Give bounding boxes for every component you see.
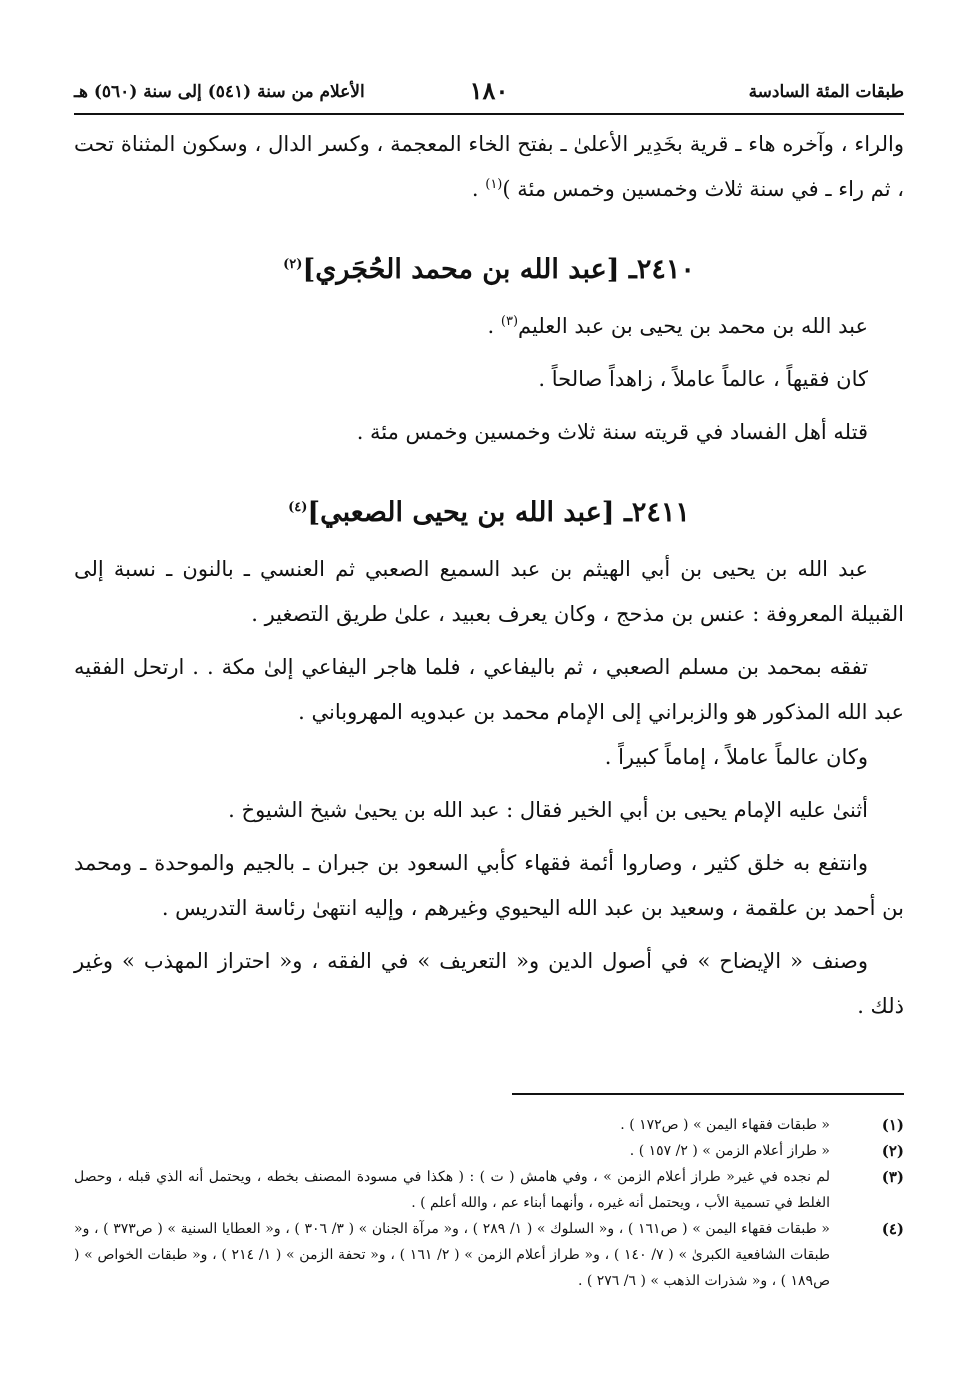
footnote-text: لم نجده في غير« طراز أعلام الزمن » ، وفي هامش ( ت ) : ( هكذا في مسودة المصنف بخطه ، ويحتمل أنه الذي قبله ، وحصل الغلط في تسمية الأب ، ويحتمل أنه غيره ، وأنهما أبناء عم ، والله أعلم ) . xyxy=(74,1169,830,1211)
footnote-text: « طبقات فقهاء اليمن » ( ص١٦١ ) ، و« السلوك » ( ١/ ٢٨٩ ) ، و« مرآة الجنان » ( ٣/ ٣٠٦ ) ، و« العطايا السنية » ( ص٣٧٣ ) ، و« طبقات الشافعية الكبرىٰ » ( ٧/ ١٤٠ ) ، و« طراز أعلام الزمن » ( ٢/ ١٦١ ) ، و« تحفة الزمن » ( ١/ ٢١٤ ) ، و« طبقات الخواص » ( ص١٨٩ ) ، و« شذرات الذهب » ( ٦/ ٢٧٦ ) . xyxy=(74,1221,831,1289)
entry-paragraph: أثنىٰ عليه الإمام يحيى بن أبي الخير فقال : عبد الله بن يحيىٰ شيخ الشيوخ . xyxy=(228,798,868,822)
footnote-ref: (١) xyxy=(485,177,503,192)
footnote-number: (٣) xyxy=(881,1168,904,1186)
main-text xyxy=(74,122,904,1029)
entry-paragraph: كان فقيهاً ، عالماً عاملاً ، زاهداً صالحاً . xyxy=(538,367,868,391)
footnote xyxy=(74,1164,904,1216)
footnote-number: (١) xyxy=(881,1116,904,1134)
footnote-ref: (٢) xyxy=(283,257,303,272)
entry-paragraph: وكان عالماً عاملاً ، إماماً كبيراً . xyxy=(604,745,868,769)
footnote-number: (٢) xyxy=(881,1142,904,1160)
footnote xyxy=(74,1138,904,1164)
entry-paragraph: تفقه بمحمد بن مسلم الصعبي ، ثم باليفاعي ، فلما هاجر اليفاعي إلىٰ مكة . . ارتحل الفقيه عبد الله المذكور هو والزبراني إلى الإمام محمد بن عبدويه المهروباني . xyxy=(74,655,904,724)
entry-paragraph: وصنف « الإيضاح » في أصول الدين و« التعريف » في الفقه ، و« احتراز المهذب » وغير ذلك . xyxy=(74,949,904,1018)
footnotes xyxy=(74,1112,904,1294)
header-rule xyxy=(74,113,904,115)
footnote-ref: (٤) xyxy=(288,500,308,515)
footnote-text: « طبقات فقهاء اليمن » ( ص١٧٢ ) . xyxy=(620,1117,830,1133)
footnote-number: (٤) xyxy=(881,1220,904,1238)
entry-paragraph: وانتفع به خلق كثير ، وصاروا أئمة فقهاء كأبي السعود بن جبران ـ بالجيم والموحدة ـ ومحمد بن أحمد بن علقمة ، وسعيد بن عبد الله اليحيوي وغيرهم ، وإليه انتهىٰ رئاسة التدريس . xyxy=(74,851,904,920)
entry-heading: ٢٤١٠ـ [عبد الله بن محمد الحُجَري]$^{(٢)}$ xyxy=(283,254,695,285)
entry-heading: ٢٤١١ـ [عبد الله بن يحيى الصعبي]$^{(٤)}$ xyxy=(288,497,690,528)
header-book-section: طبقات المئة السادسة xyxy=(748,82,904,102)
header-range: الأعلام من سنة (٥٤١) إلى سنة (٥٦٠) هـ xyxy=(74,82,365,102)
running-header xyxy=(74,76,904,110)
footnote xyxy=(74,1216,904,1294)
entry-paragraph: قتله أهل الفساد في قريته سنة ثلاث وخمسين وخمس مئة . xyxy=(356,420,868,444)
entry-paragraph: عبد الله بن محمد بن يحيى بن عبد العليم$^{(٣)}$ . xyxy=(487,314,868,338)
footnote-rule xyxy=(512,1093,904,1095)
page-number: ١٨٠ xyxy=(469,76,509,105)
entry-paragraph: عبد الله بن يحيى بن أبي الهيثم بن عبد السميع الصعبي ثم العنسي ـ بالنون ـ نسبة إلى القبيلة المعروفة : عنس بن مذحج ، وكان يعرف بعبيد ، علىٰ طريق التصغير . xyxy=(74,557,904,626)
footnote-ref: (٣) xyxy=(500,314,519,329)
footnote-text: « طراز أعلام الزمن » ( ٢/ ١٥٧ ) . xyxy=(629,1143,830,1159)
footnote xyxy=(74,1112,904,1138)
intro-paragraph: والراء ، وآخره هاء ـ قرية بخَدِير الأعلىٰ ـ بفتح الخاء المعجمة ، وكسر الدال ، وسكون المثناة تحت ، ثم راء ـ في سنة ثلاث وخمسين وخمس مئة )$^{(١)}$ . xyxy=(74,132,904,201)
